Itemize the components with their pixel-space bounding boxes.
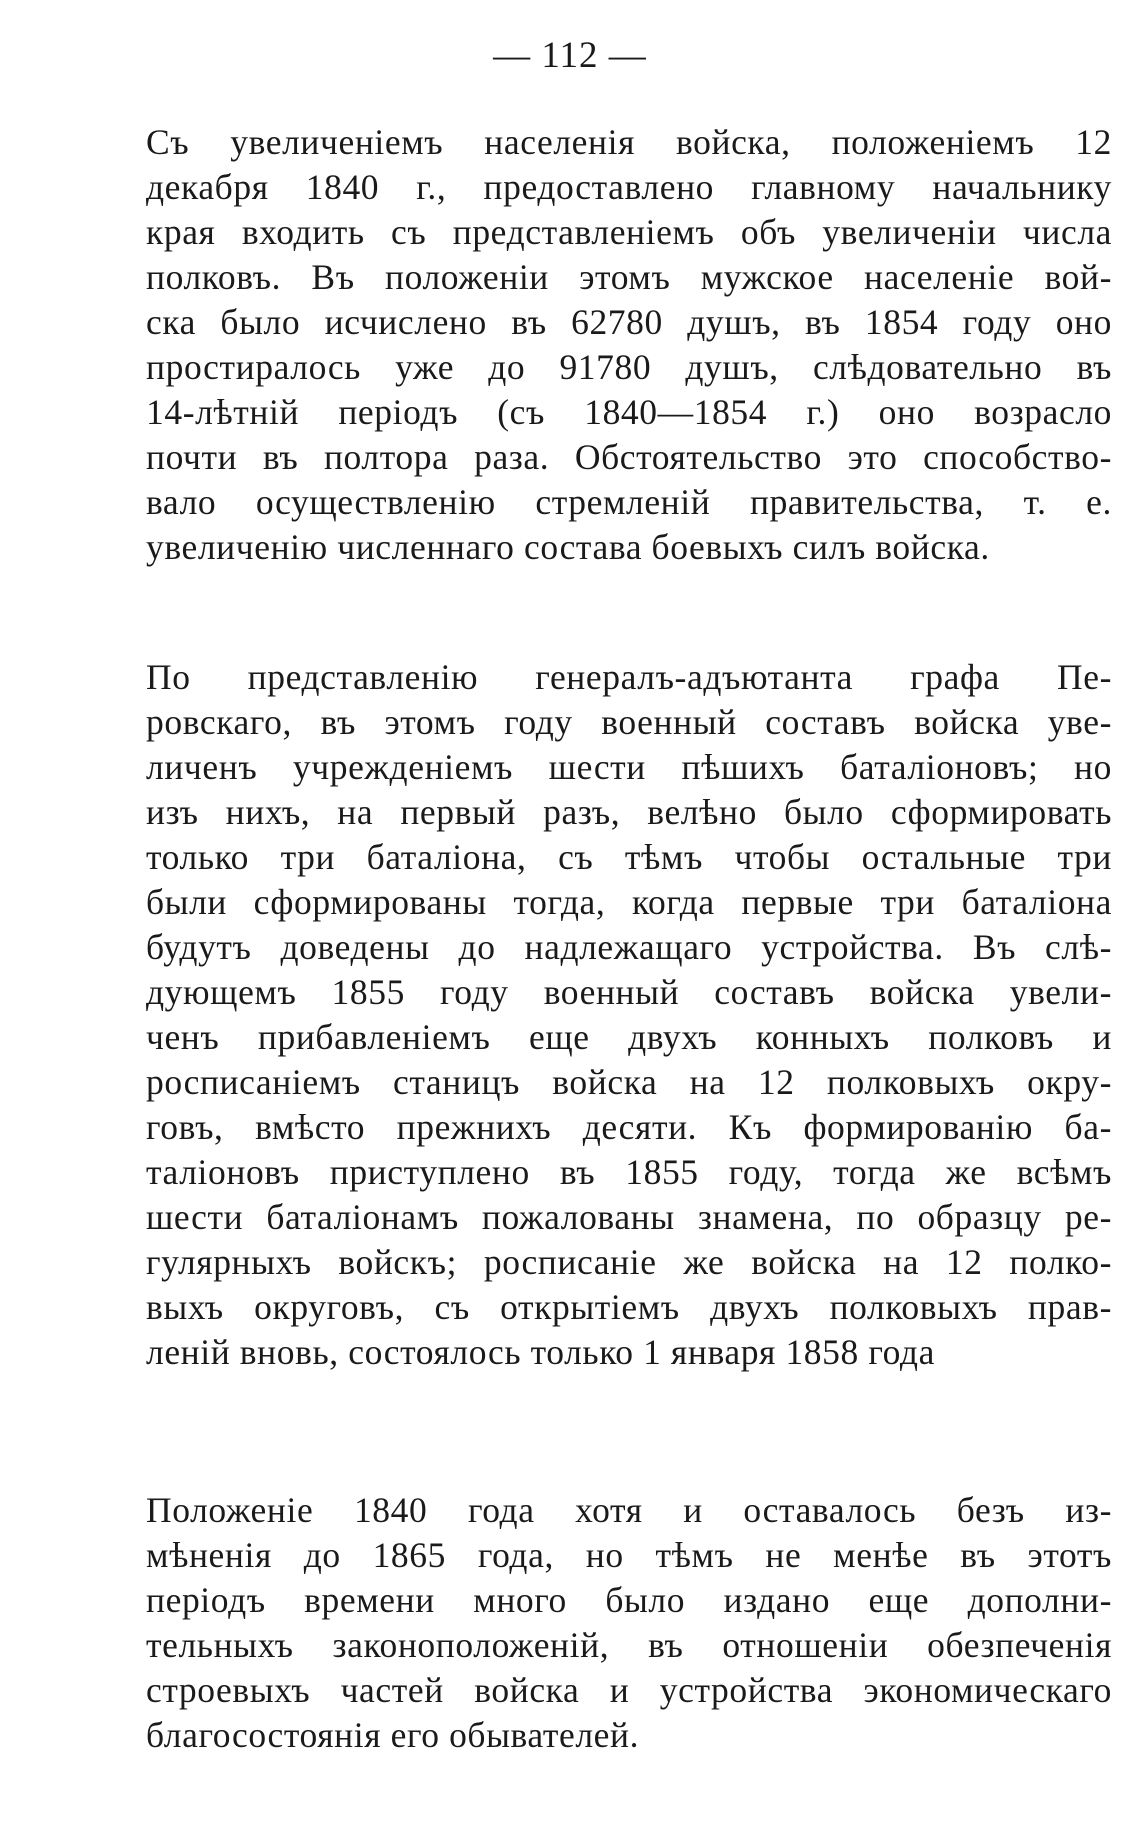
text-line: будутъ доведены до надлежащаго устройства. Въ слѣ- bbox=[146, 927, 1112, 967]
text-line: изъ нихъ, на первый разъ, велѣно было сформировать bbox=[146, 792, 1112, 832]
text-line: ска было исчислено въ 62780 душъ, въ 1854 году оно bbox=[146, 302, 1112, 342]
text-line: декабря 1840 г., предоставлено главному начальнику bbox=[146, 167, 1112, 207]
text-line: леній вновь, состоялось только 1 января 1858 года bbox=[146, 1332, 935, 1372]
text-line: періодъ времени много было издано еще дополни- bbox=[146, 1580, 1112, 1620]
paragraph-1 bbox=[146, 120, 1112, 570]
text-line: гулярныхъ войскъ; росписаніе же войска на 12 полко- bbox=[146, 1242, 1112, 1282]
text-line: росписаніемъ станицъ войска на 12 полковыхъ окру- bbox=[146, 1062, 1112, 1102]
text-line: По представленію генералъ-адъютанта графа Пе- bbox=[146, 657, 1112, 697]
text-line: дующемъ 1855 году военный составъ войска увели- bbox=[146, 972, 1112, 1012]
text-line: ровскаго, въ этомъ году военный составъ войска уве- bbox=[146, 702, 1112, 742]
text-line: увеличенію численнаго состава боевыхъ силъ войска. bbox=[146, 527, 990, 567]
text-line: почти въ полтора раза. Обстоятельство это способство- bbox=[146, 437, 1112, 477]
text-line: Съ увеличеніемъ населенія войска, положеніемъ 12 bbox=[146, 122, 1112, 162]
text-line: только три баталіона, съ тѣмъ чтобы остальные три bbox=[146, 837, 1112, 877]
text-line: говъ, вмѣсто прежнихъ десяти. Къ формированію ба- bbox=[146, 1107, 1112, 1147]
text-line: края входить съ представленіемъ объ увеличеніи числа bbox=[146, 212, 1112, 252]
text-line: полковъ. Въ положеніи этомъ мужское населеніе вой- bbox=[146, 257, 1112, 297]
text-line: выхъ округовъ, съ открытіемъ двухъ полковыхъ прав- bbox=[146, 1287, 1112, 1327]
text-line: строевыхъ частей войска и устройства экономическаго bbox=[146, 1670, 1112, 1710]
text-line: Положеніе 1840 года хотя и оставалось безъ из- bbox=[146, 1490, 1112, 1530]
text-line: мѣненія до 1865 года, но тѣмъ не менѣе въ этотъ bbox=[146, 1535, 1112, 1575]
text-line: ченъ прибавленіемъ еще двухъ конныхъ полковъ и bbox=[146, 1017, 1112, 1057]
page-number: — 112 — bbox=[493, 35, 647, 76]
paragraph-3 bbox=[146, 1488, 1112, 1758]
text-line: личенъ учрежденіемъ шести пѣшихъ баталіоновъ; но bbox=[146, 747, 1112, 787]
text-line: таліоновъ приступлено въ 1855 году, тогда же всѣмъ bbox=[146, 1152, 1112, 1192]
text-line: вало осуществленію стремленій правительства, т. е. bbox=[146, 482, 1112, 522]
text-line: тельныхъ законоположеній, въ отношеніи обезпеченія bbox=[146, 1625, 1112, 1665]
text-line: шести баталіонамъ пожалованы знамена, по образцу ре- bbox=[146, 1197, 1112, 1237]
paragraph-2 bbox=[146, 655, 1112, 1375]
text-line: были сформированы тогда, когда первые три баталіона bbox=[146, 882, 1112, 922]
text-line: 14-лѣтній періодъ (съ 1840—1854 г.) оно возрасло bbox=[146, 392, 1112, 432]
text-line: благосостоянія его обывателей. bbox=[146, 1715, 640, 1755]
text-line: простиралось уже до 91780 душъ, слѣдовательно въ bbox=[146, 347, 1112, 387]
